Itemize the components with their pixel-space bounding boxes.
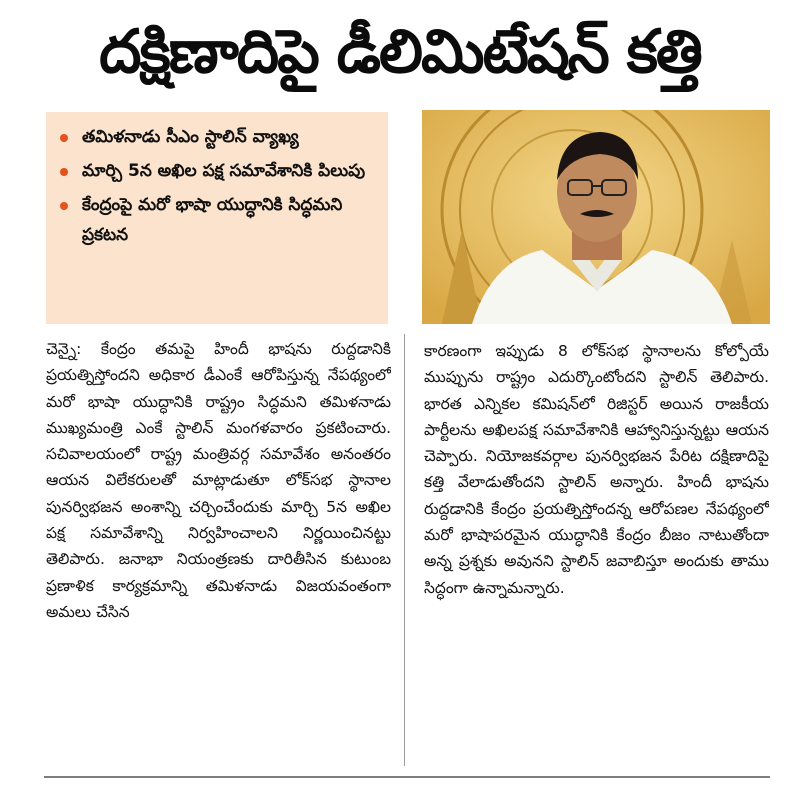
article-column-right: కారణంగా ఇప్పుడు 8 లోక్‌సభ స్థానాలను కోల్పోయే ముప్పును రాష్ట్రం ఎదుర్కొంటోందని స్టాలిన్ తెలిపారు. భారత ఎన్నికల కమిషన్‌లో రిజిస్టర్ అయిన రాజకీయ పార్టీలను అఖిలపక్ష సమావేశానికి ఆహ్వానిస్తున్నట్టు ఆయన చెప్పారు. నియోజకవర్గాల పునర్విభజన పేరిట దక్షిణాదిపై కత్తి వేలాడుతోందని స్టాలిన్ అన్నారు. హిందీ భాషను రుద్దడానికి కేంద్రం ప్రయత్నిస్తోందన్న ఆరోపణల నేపథ్యంలో మరో భాషాపరమైన యుద్ధానికి కేంద్రం బీజం నాటుతోందా అన్న ప్రశ్నకు అవునని స్టాలిన్ జవాబిస్తూ అందుకు తాము సిద్ధంగా ఉన్నామన్నారు. [424, 342, 769, 597]
highlight-item [60, 190, 382, 250]
highlights-box [46, 112, 388, 324]
highlight-item [60, 156, 382, 186]
stalin-photo [422, 110, 770, 324]
article-column-left: చెన్నై: కేంద్రం తమపై హిందీ భాషను రుద్దడానికి ప్రయత్నిస్తోందని అధికార డీఎంకే ఆరోపిస్తున్న నేపథ్యంలో మరో భాషా యుద్ధానికి రాష్ట్రం సిద్ధమని తమిళనాడు ముఖ్యమంత్రి ఎంకే స్టాలిన్ మంగళవారం ప్రకటించారు. సచివాలయంలో రాష్ట్ర మంత్రివర్గ సమావేశం అనంతరం ఆయన విలేకరులతో మాట్లాడుతూ లోక్‌సభ స్థానాల పునర్విభజన అంశాన్ని చర్చించేందుకు మార్చి 5న అఖిల పక్ష సమావేశాన్ని నిర్వహించాలని నిర్ణయించినట్టు తెలిపారు. జనాభా నియంత్రణకు దారితీసిన కుటుంబ ప్రణాళిక కార్యక్రమాన్ని తమిళనాడు విజయవంతంగా అమలు చేసిన [46, 340, 391, 621]
headline: దక్షిణాదిపై డీలిమిటేషన్ కత్తి [99, 17, 701, 87]
highlight-text: కేంద్రంపై మరో భాషా యుద్ధానికి సిద్ధమని ప్రకటన [82, 195, 343, 245]
highlight-item [60, 122, 382, 152]
column-divider [404, 334, 405, 766]
bullet-icon [60, 202, 68, 210]
bullet-icon [60, 168, 68, 176]
highlight-text: మార్చి 5న అఖిల పక్ష సమావేశానికి పిలుపు [82, 161, 366, 181]
portrait-illustration [422, 110, 770, 324]
bottom-rule [44, 776, 770, 778]
highlight-text: తమిళనాడు సీఎం స్టాలిన్ వ్యాఖ్య [82, 127, 299, 147]
bullet-icon [60, 134, 68, 142]
